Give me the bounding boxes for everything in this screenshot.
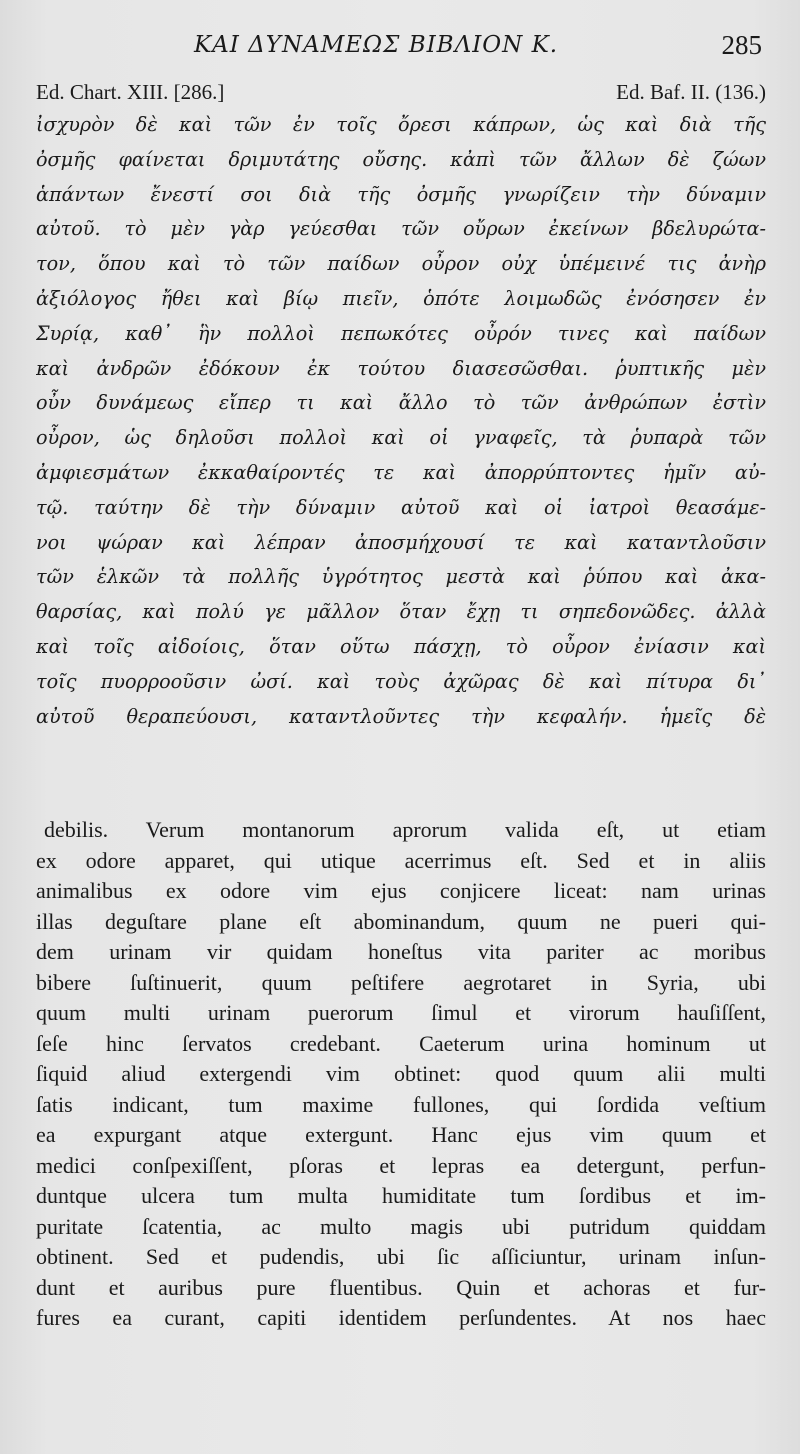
greek-line: θαρσίας, καὶ πολύ γε μᾶλλον ὅταν ἔχῃ τι σηπεδονῶδες. ἀλλὰ <box>36 600 766 624</box>
greek-line: καὶ τοῖς αἰδοίοις, ὅταν οὕτω πάσχῃ, τὸ οὖρον ἐνίασιν καὶ <box>36 634 766 658</box>
latin-line-last: fures ea curant, capiti identidem perſundentes. At nos haec <box>36 1305 766 1330</box>
greek-line: ὀσμῆς φαίνεται δριμυτάτης οὔσης. κἀπὶ τῶν ἄλλων δὲ ζώων <box>36 147 766 171</box>
greek-line: τοῖς πυορροοῦσιν ὠσί. καὶ τοὺς ἀχῶρας δὲ καὶ πίτυρα δι᾽ <box>36 669 766 693</box>
latin-line: puritate ſcatentia, ac multo magis ubi putridum quiddam <box>36 1213 766 1239</box>
latin-line: dunt et auribus pure fluentibus. Quin et achoras et fur- <box>36 1274 766 1300</box>
latin-line: medici conſpexiſſent, pſoras et lepras ea detergunt, perfun- <box>36 1152 766 1178</box>
greek-line: τον, ὅπου καὶ τὸ τῶν παίδων οὖρον οὐχ ὑπέμεινέ τις ἀνὴρ <box>36 252 766 276</box>
latin-line: ex odore apparet, qui utique acerrimus eſt. Sed et in aliis <box>36 847 766 873</box>
edition-references <box>36 80 766 108</box>
running-title: ΚΑΙ ΔΥΝΑΜΕΩΣ ΒΙΒΛΙΟΝ Κ. <box>194 32 559 58</box>
latin-line: illas deguſtare plane eſt abominandum, quum ne pueri qui- <box>36 908 766 934</box>
greek-line: ἀμφιεσμάτων ἐκκαθαίροντές τε καὶ ἀπορρύπτοντες ἡμῖν αὐ- <box>36 460 766 484</box>
greek-line: αὐτοῦ. τὸ μὲν γὰρ γεύεσθαι τῶν οὔρων ἐκείνων βδελυρώτα- <box>36 217 766 241</box>
latin-line: animalibus ex odore vim ejus conjicere liceat: nam urinas <box>36 878 766 903</box>
greek-line: τῶν ἑλκῶν τὰ πολλῆς ὑγρότητος μεστὰ καὶ ῥύπου καὶ ἀκα- <box>36 565 766 589</box>
greek-line-last: αὐτοῦ θεραπεύουσι, καταντλοῦντες τὴν κεφαλήν. ἡμεῖς δὲ <box>36 704 766 728</box>
greek-line: ἰσχυρὸν δὲ καὶ τῶν ἐν τοῖς ὄρεσι κάπρων, ὡς καὶ διὰ τῆς <box>36 113 766 136</box>
page-number: 285 <box>721 30 762 60</box>
edition-reference-basel: Ed. Baf. II. (136.) <box>616 80 766 104</box>
greek-line: ἀξιόλογος ἤθει καὶ βίῳ πιεῖν, ὁπότε λοιμωδῶς ἐνόσησεν ἐν <box>36 286 766 310</box>
greek-line: οὖρον, ὡς δηλοῦσι πολλοὶ καὶ οἱ γναφεῖς, τὰ ῥυπαρὰ τῶν <box>36 426 766 450</box>
latin-line: ſeſe hinc ſervatos credebant. Caeterum urina hominum ut <box>36 1030 766 1056</box>
latin-line: duntque ulcera tum multa humiditate tum ſordibus et im- <box>36 1183 766 1208</box>
latin-line: debilis. Verum montanorum aprorum valida eſt, ut etiam <box>44 817 766 842</box>
latin-text-block <box>36 815 766 1334</box>
latin-line: ea expurgant atque extergunt. Hanc ejus vim quum et <box>36 1122 766 1147</box>
greek-line: τῷ. ταύτην δὲ τὴν δύναμιν αὐτοῦ καὶ οἱ ἰατροὶ θεασάμε- <box>36 495 766 519</box>
latin-line: obtinent. Sed et pudendis, ubi ſic aſſiciuntur, urinam inſun- <box>36 1244 766 1269</box>
latin-line: dem urinam vir quidam honeſtus vita pariter ac moribus <box>36 939 766 964</box>
running-header <box>36 30 766 64</box>
greek-text-block <box>36 108 766 734</box>
greek-line: καὶ ἀνδρῶν ἐδόκουν ἐκ τούτου διασεσῶσθαι. ῥυπτικῆς μὲν <box>36 356 766 380</box>
latin-line: quum multi urinam puerorum ſimul et virorum hauſiſſent, <box>36 1000 766 1025</box>
greek-line: οὖν δυνάμεως εἴπερ τι καὶ ἄλλο τὸ τῶν ἀνθρώπων ἐστὶν <box>36 391 766 415</box>
latin-line: bibere ſuſtinuerit, quum peſtifere aegrotaret in Syria, ubi <box>36 969 766 995</box>
greek-line: Συρίᾳ, καθ᾽ ἣν πολλοὶ πεπωκότες οὖρόν τινες καὶ παίδων <box>36 321 766 345</box>
greek-line: ἁπάντων ἔνεστί σοι διὰ τῆς ὀσμῆς γνωρίζειν τὴν δύναμιν <box>36 182 766 206</box>
greek-line: νοι ψώραν καὶ λέπραν ἀποσμήχουσί τε καὶ καταντλοῦσιν <box>36 530 766 554</box>
latin-line: ſatis indicant, tum maxime fullones, qui ſordida veſtium <box>36 1091 766 1117</box>
edition-reference-chartier: Ed. Chart. XIII. [286.] <box>36 80 225 104</box>
latin-line: ſiquid aliud extergendi vim obtinet: quod quum alii multi <box>36 1061 766 1086</box>
